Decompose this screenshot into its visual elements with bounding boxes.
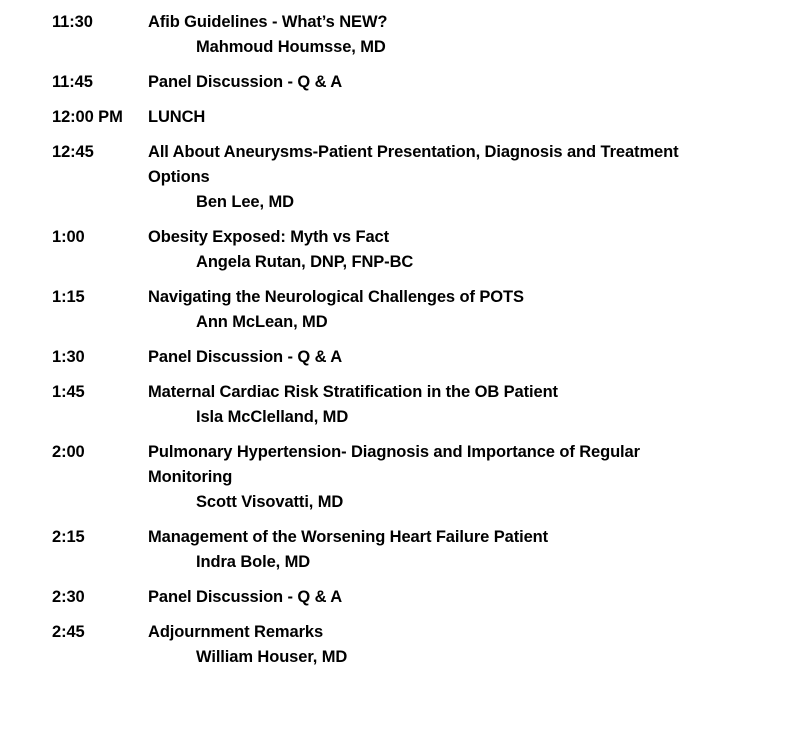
- session-speaker: Indra Bole, MD: [196, 553, 311, 571]
- session-speaker: William Houser, MD: [196, 648, 348, 666]
- session-details: [148, 525, 685, 575]
- session-title: All About Aneurysms-Patient Presentation, Diagnosis and Treatment Options: [148, 143, 679, 186]
- session-details: [148, 140, 685, 215]
- session-time: 12:45: [52, 143, 94, 161]
- agenda-row: [52, 225, 808, 275]
- session-details: [148, 285, 685, 335]
- session-time: 11:30: [52, 13, 93, 31]
- session-time: 1:00: [52, 228, 85, 246]
- session-time: 2:15: [52, 528, 85, 546]
- session-title: Adjournment Remarks: [148, 623, 324, 641]
- agenda-row: [52, 525, 808, 575]
- session-details: [148, 105, 685, 130]
- session-details: [148, 440, 685, 515]
- agenda-row: [52, 380, 808, 430]
- agenda-row: [52, 345, 808, 370]
- agenda-row: [52, 70, 808, 95]
- agenda-row: [52, 105, 808, 130]
- session-title: Afib Guidelines - What’s NEW?: [148, 13, 388, 31]
- agenda-row: [52, 440, 808, 515]
- session-speaker: Mahmoud Houmsse, MD: [196, 38, 386, 56]
- session-time: 2:45: [52, 623, 85, 641]
- session-time: 1:15: [52, 288, 85, 306]
- session-details: [148, 380, 685, 430]
- session-details: [148, 585, 685, 610]
- session-title: Management of the Worsening Heart Failure Patient: [148, 528, 549, 546]
- session-title: Panel Discussion - Q & A: [148, 73, 343, 91]
- agenda-row: [52, 140, 808, 215]
- session-time: 11:45: [52, 73, 93, 91]
- session-speaker: Ann McLean, MD: [196, 313, 328, 331]
- session-speaker: Isla McClelland, MD: [196, 408, 349, 426]
- session-speaker: Angela Rutan, DNP, FNP-BC: [196, 253, 414, 271]
- session-time: 2:00: [52, 443, 85, 461]
- session-title: Maternal Cardiac Risk Stratification in the OB Patient: [148, 383, 558, 401]
- agenda-row-list: [52, 10, 808, 670]
- session-title: Obesity Exposed: Myth vs Fact: [148, 228, 389, 246]
- session-time: 1:30: [52, 348, 85, 366]
- session-speaker: Scott Visovatti, MD: [196, 493, 344, 511]
- agenda-row: [52, 285, 808, 335]
- session-speaker: Ben Lee, MD: [196, 193, 294, 211]
- session-details: [148, 10, 685, 60]
- session-time: 1:45: [52, 383, 85, 401]
- session-title: LUNCH: [148, 108, 206, 126]
- session-title: Panel Discussion - Q & A: [148, 588, 343, 606]
- session-time: 12:00 PM: [52, 108, 123, 126]
- session-details: [148, 620, 685, 670]
- agenda-row: [52, 620, 808, 670]
- session-details: [148, 345, 685, 370]
- session-title: Panel Discussion - Q & A: [148, 348, 343, 366]
- agenda-row: [52, 10, 808, 60]
- session-time: 2:30: [52, 588, 85, 606]
- session-details: [148, 70, 685, 95]
- session-title: Navigating the Neurological Challenges of POTS: [148, 288, 524, 306]
- session-details: [148, 225, 685, 275]
- agenda-row: [52, 585, 808, 610]
- session-title: Pulmonary Hypertension- Diagnosis and Importance of Regular Monitoring: [148, 443, 640, 486]
